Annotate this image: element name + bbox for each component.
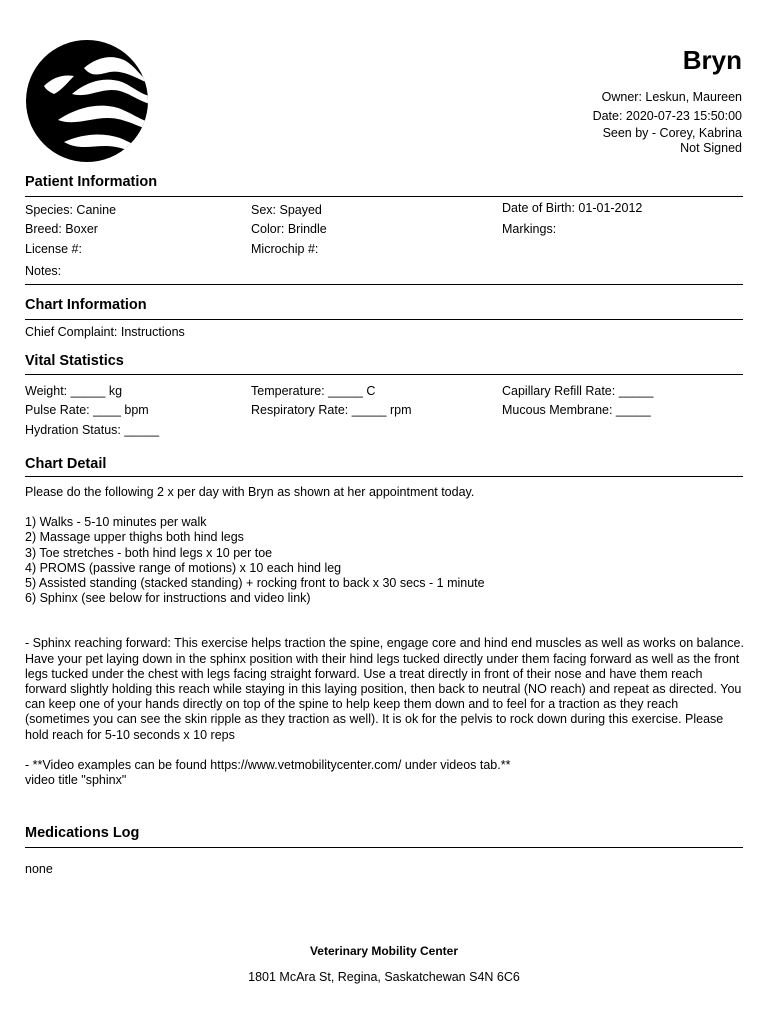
license-field: License #: bbox=[25, 242, 82, 256]
detail-intro: Please do the following 2 x per day with Bryn as shown at her appointment today. bbox=[25, 485, 475, 499]
color-field: Color: Brindle bbox=[251, 222, 327, 236]
notes-field: Notes: bbox=[25, 264, 62, 278]
hydration-field: Hydration Status: _____ bbox=[25, 423, 160, 437]
chart-detail-heading: Chart Detail bbox=[25, 456, 107, 472]
date-line: Date: 2020-07-23 15:50:00 bbox=[592, 109, 742, 123]
clinic-logo bbox=[24, 38, 150, 164]
mucous-field: Mucous Membrane: _____ bbox=[502, 403, 651, 417]
medications-value: none bbox=[25, 862, 53, 876]
section-divider bbox=[25, 847, 743, 848]
pulse-field: Pulse Rate: ____ bpm bbox=[25, 403, 149, 417]
section-divider bbox=[25, 476, 743, 477]
chief-complaint: Chief Complaint: Instructions bbox=[25, 325, 185, 339]
patient-name: Bryn bbox=[682, 45, 742, 75]
detail-step: 3) Toe stretches - both hind legs x 10 per toe bbox=[25, 545, 273, 560]
detail-step: 4) PROMS (passive range of motions) x 10 each hind leg bbox=[25, 560, 342, 575]
section-divider bbox=[25, 284, 743, 285]
patient-info-heading: Patient Information bbox=[25, 174, 158, 190]
seen-by-line: Seen by - Corey, Kabrina bbox=[602, 126, 742, 140]
vitals-heading: Vital Statistics bbox=[25, 353, 124, 369]
record-header bbox=[593, 44, 742, 156]
capillary-field: Capillary Refill Rate: _____ bbox=[502, 384, 654, 398]
markings-field: Markings: bbox=[502, 222, 557, 236]
breed-field: Breed: Boxer bbox=[25, 222, 98, 236]
species-field: Species: Canine bbox=[25, 203, 117, 217]
microchip-field: Microchip #: bbox=[251, 242, 319, 256]
clinic-address: 1801 McAra St, Regina, Saskatchewan S4N 6C6 bbox=[248, 970, 520, 984]
temperature-field: Temperature: _____ C bbox=[251, 384, 376, 398]
section-divider bbox=[25, 374, 743, 375]
detail-step: 6) Sphinx (see below for instructions and video link) bbox=[25, 591, 311, 606]
section-divider bbox=[25, 319, 743, 320]
detail-step: 1) Walks - 5-10 minutes per walk bbox=[25, 515, 207, 530]
respiratory-field: Respiratory Rate: _____ rpm bbox=[251, 403, 412, 417]
sex-field: Sex: Spayed bbox=[251, 203, 322, 217]
chart-detail-body bbox=[25, 485, 745, 788]
section-divider bbox=[25, 196, 743, 197]
clinic-name: Veterinary Mobility Center bbox=[309, 944, 459, 958]
owner-line: Owner: Leskun, Maureen bbox=[601, 90, 742, 104]
weight-field: Weight: _____ kg bbox=[25, 384, 123, 398]
chart-info-heading: Chart Information bbox=[25, 297, 147, 313]
video-title-line: video title "sphinx" bbox=[25, 773, 127, 788]
detail-step: 2) Massage upper thighs both hind legs bbox=[25, 530, 244, 545]
sphinx-instructions: - Sphinx reaching forward: This exercise helps traction the spine, engage core and hind end muscles as well as works on balance. Have your pet laying down in the sphinx position with their hind legs tucked directly under them facing forward as well as the front legs tucked under the chest with legs facing straight forward. Use a treat directly in front of their nose and have them reach forward slightly holding this reach while staying in this laying position, then back to neutral (NO reach) and repeat as directed. You can keep one of your hands directly on top of the spine to help keep them down and to feel for a traction as they reach (sometimes you can see the skin ripple as they traction as well). It is ok for the pelvis to rock down during this exercise. Please hold reach for 5-10 seconds x 10 reps bbox=[25, 636, 744, 742]
signed-status: Not Signed bbox=[680, 141, 742, 155]
detail-step: 5) Assisted standing (stacked standing) + rocking front to back x 30 secs - 1 minute bbox=[25, 576, 485, 591]
medications-heading: Medications Log bbox=[25, 825, 140, 841]
dob-field: Date of Birth: 01-01-2012 bbox=[502, 201, 643, 215]
video-examples-line: - **Video examples can be found https://www.vetmobilitycenter.com/ under videos tab.** bbox=[25, 757, 511, 772]
